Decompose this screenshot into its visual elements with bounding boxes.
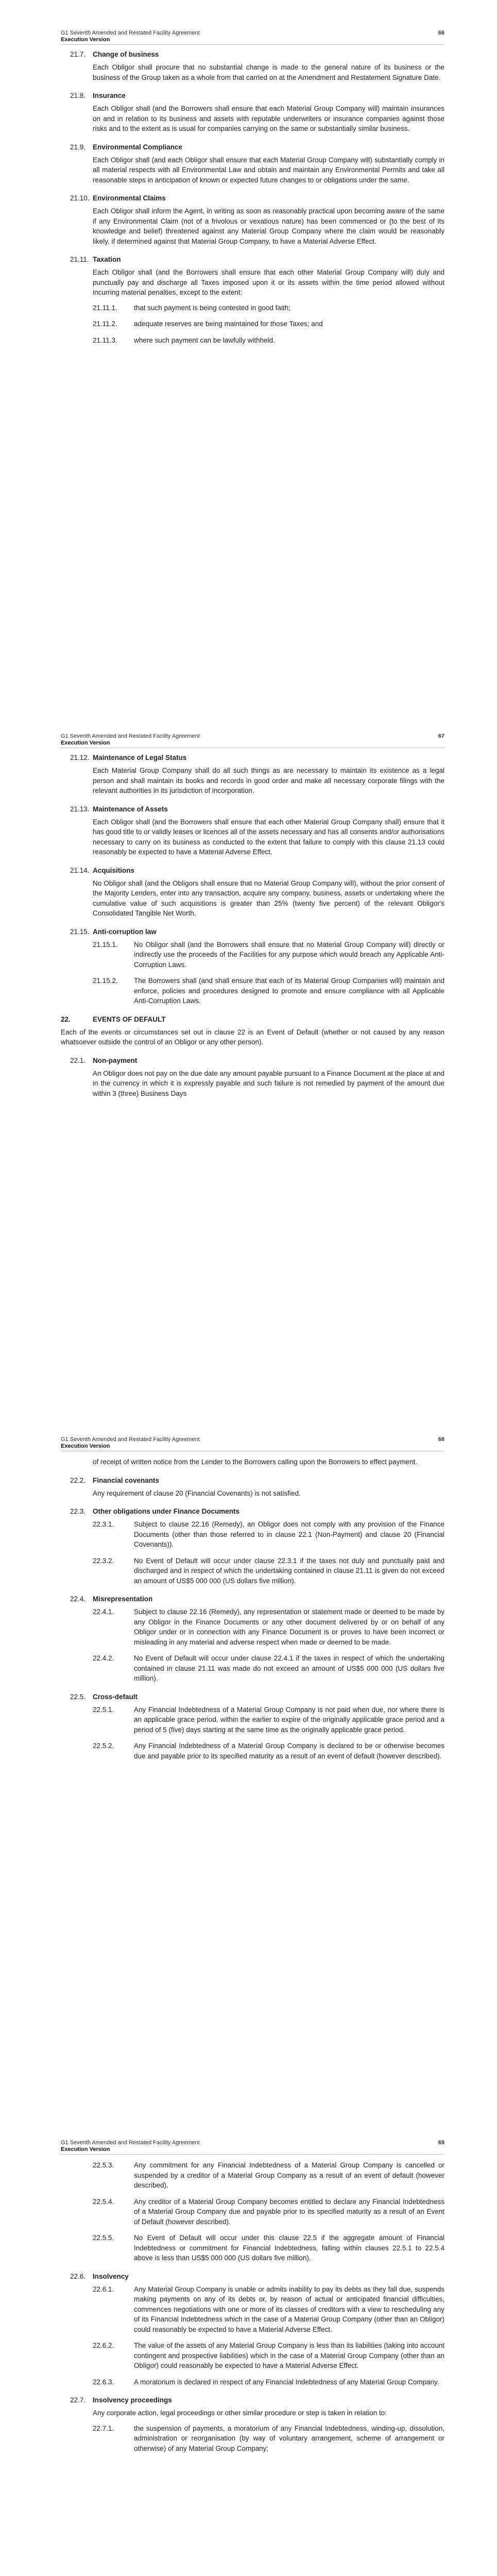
document-title: G1 Seventh Amended and Restated Facility Agreement — [61, 1436, 200, 1443]
document-version: Execution Version — [61, 2146, 110, 2153]
numbered-subclause — [93, 2377, 444, 2387]
clause-title: Environmental Compliance — [93, 143, 183, 151]
subclause-text: Any Material Group Company is unable or admits inability to pay its debts as they fall due, suspends making payments on any of its debts or, by reason of actual or anticipated financial difficulties, commences negotiations with one or more of its classes of creditors with a view to rescheduling any of its Financial Indebtedness which in the case of a Material Group Company (other than an Obligor) could reasonably be expected to have a Material Adverse Effect. — [134, 2285, 444, 2333]
clause-title: EVENTS OF DEFAULT — [93, 1015, 166, 1023]
page-header — [61, 2140, 444, 2153]
subclause-heading — [61, 1507, 444, 1516]
clause-paragraph: No Obligor shall (and the Obligors shall ensure that no Material Group Company will), without the prior consent of the Majority Lenders, enter into any transaction, acquire any company, business, assets or undertaking where the cumulative value of such acquisitions is greater than 25% (twenty five percent) of the relevant Obligor's Consolidated Tangible Net Worth. — [93, 879, 444, 917]
document-version: Execution Version — [61, 740, 110, 746]
subclause-number: 22.3.1. — [93, 1520, 114, 1528]
subclause-text: where such payment can be lawfully withheld. — [134, 336, 275, 344]
page-header — [61, 1436, 444, 1450]
subclause-text: No Event of Default will occur under clause 22.4.1 if the taxes in respect of which the undertaking contained in clause 21.11 was made do not exceed an amount of US$5 000 000 (US dollars five million). — [134, 1654, 444, 1682]
subclause-text: adequate reserves are being maintained for those Taxes; and — [134, 320, 323, 328]
clause-paragraph: Each Obligor shall procure that no substantial change is made to the general nature of its business or the business of the Group taken as a whole from that carried on at the Amendment and Restatement Signature Date. — [93, 63, 444, 81]
clause-number: 21.7. — [70, 50, 86, 58]
subclause-text: A moratorium is declared in respect of any Financial Indebtedness of any Material Group Company. — [134, 2378, 439, 2386]
clause-title: Maintenance of Assets — [93, 805, 168, 813]
subclause-heading — [61, 143, 444, 152]
clause-heading — [61, 1015, 444, 1024]
subclause-number: 21.11.2. — [93, 320, 117, 328]
numbered-subclause — [93, 2341, 444, 2371]
clause-number: 21.13. — [70, 805, 90, 813]
subclause-number: 22.5.4. — [93, 2197, 114, 2206]
subclause-text: Any creditor of a Material Group Company becomes entitled to declare any Financial Indebtedness of a Material Group Company due and payable prior to its specified maturity as a result of an Event of Default (however described). — [134, 2197, 444, 2226]
subclause-number: 22.3.2. — [93, 1556, 114, 1565]
document-page — [0, 0, 497, 703]
subclause-heading — [61, 255, 444, 264]
clause-number: 22. — [61, 1015, 71, 1023]
document-title: G1 Seventh Amended and Restated Facility Agreement — [61, 733, 200, 739]
subclause-number: 22.4.2. — [93, 1654, 114, 1662]
subclause-number: 21.11.1. — [93, 303, 117, 312]
clause-number: 21.8. — [70, 92, 86, 99]
clause-number: 22.1. — [70, 1056, 86, 1064]
subclause-heading — [61, 91, 444, 100]
subclause-heading — [61, 866, 444, 875]
subclause-text: Any Financial Indebtedness of a Material Group Company is declared to be or otherwise becomes due and payable prior to its specified maturity as a result of an event of default (however described). — [134, 1742, 444, 1760]
clause-number: 21.14. — [70, 866, 90, 874]
clause-number: 21.12. — [70, 754, 90, 761]
clause-title: Change of business — [93, 50, 159, 58]
subclause-text: Any Financial Indebtedness of a Material Group Company is not paid when due, nor where there is an applicable grace period, within the earlier to expire of the originally applicable grace period and a period of 5 (five) days starting at the same time as the originally applicable grace period. — [134, 1705, 444, 1734]
clause-paragraph: Each Obligor shall (and the Borrowers shall ensure that each other Material Group Company will) duly and punctually pay and discharge all Taxes imposed upon it or its assets within the time period allowed without incurring material penalties, except to the extent: — [93, 268, 444, 296]
page-content — [61, 1457, 444, 1767]
numbered-subclause — [93, 303, 444, 313]
clause-paragraph: An Obligor does not pay on the due date any amount payable pursuant to a Finance Document at the place at and in the currency in which it is expressly payable and such failure is not remedied by payment of the amount due within 3 (three) Business Days — [93, 1069, 444, 1097]
clause-title: Other obligations under Finance Documents — [93, 1507, 240, 1515]
subclause-text: Any commitment for any Financial Indebtedness of a Material Group Company is cancelled or suspended by a creditor of a Material Group Company as a result of an event of default (however described). — [134, 2161, 444, 2189]
clause-paragraph: Each Obligor shall (and the Borrowers shall ensure that each other Material Group Company shall) ensure that it has good title to or validly leases or licences all of the assets necessary and has all consents and/or authorisations necessary to carry on its business as conducted to the extent that failure to comply with this clause 21.13 could reasonably be expected to have a Material Adverse Effect. — [93, 818, 444, 856]
clause-number: 21.10. — [70, 194, 90, 202]
numbered-subclause — [93, 1519, 444, 1550]
clause-number: 22.5. — [70, 1692, 86, 1701]
clause-title: Environmental Claims — [93, 194, 166, 202]
clause-number: 21.15. — [70, 927, 90, 936]
subclause-text: No Obligor shall (and the Borrowers shall ensure that no Material Group Company will) directly or indirectly use the proceeds of the Facilities for any purpose which would breach any Applicable Anti-Corruption Laws. — [134, 940, 444, 969]
numbered-subclause — [93, 2424, 444, 2454]
subclause-number: 22.6.2. — [93, 2342, 114, 2349]
subclause-number: 22.5.1. — [93, 1705, 114, 1714]
subclause-heading — [61, 2396, 444, 2405]
numbered-subclause — [93, 319, 444, 329]
subclause-heading — [61, 805, 444, 814]
subclause-number: 22.6.1. — [93, 2285, 114, 2293]
clause-paragraph: of receipt of written notice from the Lender to the Borrowers calling upon the Borrowers to effect payment. — [93, 1458, 418, 1466]
clause-paragraph: Each Obligor shall (and each Obligor shall ensure that each Material Group Company will) substantially comply in all material respects with all Environmental Law and obtain and maintain any Environmental Permits and take all reasonable steps in anticipation of known or expected future changes to or obligations under the same. — [93, 156, 444, 184]
clause-number: 21.9. — [70, 143, 86, 151]
clause-title: Insolvency — [93, 2272, 129, 2280]
subclause-number: 21.15.1. — [93, 940, 118, 948]
clause-title: Maintenance of Legal Status — [93, 754, 187, 761]
document-page — [0, 2110, 497, 2576]
subclause-number: 22.4.1. — [93, 1608, 114, 1616]
clause-paragraph: Any requirement of clause 20 (Financial Covenants) is not satisfied. — [93, 1489, 301, 1497]
clause-title: Financial covenants — [93, 1476, 160, 1484]
clause-number: 21.11. — [70, 256, 89, 263]
numbered-subclause — [93, 976, 444, 1006]
subclause-heading — [61, 1476, 444, 1485]
clause-number: 22.2. — [70, 1476, 86, 1484]
clause-paragraph: Each Obligor shall (and the Borrowers shall ensure that each Material Group Company will) maintain insurances on and in relation to its business and assets with reputable underwriters or insurance companies against those risks and to the extent as is usual for companies carrying on the same or substantially similar business. — [93, 105, 444, 132]
subclause-heading — [61, 194, 444, 203]
numbered-subclause — [93, 940, 444, 970]
clause-paragraph: Any corporate action, legal proceedings or other similar procedure or step is taken in relation to: — [93, 2409, 387, 2417]
subclause-heading — [61, 927, 444, 937]
numbered-subclause — [93, 1653, 444, 1684]
subclause-heading — [61, 1595, 444, 1604]
clause-title: Insolvency proceedings — [93, 2396, 172, 2404]
clause-number: 22.6. — [70, 2272, 86, 2280]
document-page — [0, 1406, 497, 2110]
clause-number: 22.7. — [70, 2396, 86, 2404]
subclause-number: 22.5.5. — [93, 2234, 114, 2242]
document-version: Execution Version — [61, 37, 110, 43]
page-content — [61, 41, 444, 351]
subclause-number: 21.11.3. — [93, 336, 117, 344]
page-number: 69 — [438, 2140, 444, 2146]
page-number: 68 — [438, 1436, 444, 1443]
subclause-heading — [61, 50, 444, 59]
subclause-number: 22.6.3. — [93, 2378, 114, 2386]
subclause-number: 21.15.2. — [93, 977, 118, 985]
page-number: 67 — [438, 733, 444, 739]
document-title: G1 Seventh Amended and Restated Facility Agreement — [61, 2140, 200, 2146]
clause-title: Insurance — [93, 92, 126, 99]
numbered-subclause — [93, 335, 444, 346]
subclause-text: that such payment is being contested in good faith; — [134, 303, 290, 312]
page-content — [61, 744, 444, 1104]
clause-paragraph: Each of the events or circumstances set out in clause 22 is an Event of Default (whether or not caused by any reason whatsoever outside the control of an Obligor or any other person). — [61, 1028, 444, 1046]
document-version: Execution Version — [61, 1443, 110, 1449]
subclause-heading — [61, 1692, 444, 1702]
clause-number: 22.4. — [70, 1595, 86, 1603]
subclause-text: The Borrowers shall (and shall ensure that each of its Material Group Companies will) maintain and enforce, policies and procedures designed to promote and ensure compliance with all Applicable Anti-Corruption Laws. — [134, 977, 444, 1005]
subclause-number: 22.7.1. — [93, 2424, 114, 2432]
numbered-subclause — [93, 1607, 444, 1647]
page-number: 66 — [438, 30, 444, 36]
clause-title: Taxation — [93, 256, 121, 263]
document-title: G1 Seventh Amended and Restated Facility Agreement — [61, 30, 200, 36]
subclause-text: Subject to clause 22.16 (Remedy), an Obligor does not comply with any provision of the Finance Documents (other than those referred to in clause 22.1 (Non-Payment) and clause 20 (Financial Covenants)). — [134, 1520, 444, 1548]
subclause-text: the suspension of payments, a moratorium of any Financial Indebtedness, winding-up, dissolution, administration or reorganisation (by way of voluntary arrangement, scheme of arrangement or otherwise) of any Material Group Company; — [134, 2424, 444, 2452]
clause-title: Anti-corruption law — [93, 927, 157, 936]
subclause-number: 22.5.2. — [93, 1742, 114, 1750]
numbered-subclause — [93, 2197, 444, 2227]
clause-paragraph: Each Material Group Company shall do all such things as are necessary to maintain its existence as a legal person and shall maintain its books and records in good order and make all necessary corporate filings with the relevant authorities in its jurisdiction of incorporation. — [93, 767, 444, 794]
clause-title: Cross-default — [93, 1692, 138, 1701]
page-content — [61, 2160, 444, 2460]
subclause-heading — [61, 2272, 444, 2281]
numbered-subclause — [93, 2160, 444, 2191]
clause-title: Non-payment — [93, 1056, 138, 1064]
subclause-text: The value of the assets of any Material Group Company is less than its liabilities (taking into account contingent and prospective liabilities) which in the case of a Material Group Company (other than an Obligor) could reasonably be expected to have a Material Adverse Effect. — [134, 2342, 444, 2369]
clause-number: 22.3. — [70, 1507, 86, 1515]
subclause-text: No Event of Default will occur under this clause 22.5 if the aggregate amount of Financial Indebtedness or commitment for Financial Indebtedness, falling within clauses 22.5.1 to 22.5.4 above is less than US$5 000 000 (US dollars five million). — [134, 2234, 444, 2262]
subclause-heading — [61, 753, 444, 762]
subclause-text: No Event of Default will occur under clause 22.3.1 if the taxes not duly and punctually paid and discharged and in respect of which the undertaking contained in clause 21.11 is given do not exceed an amount of US$5 000 000 (US dollars five million). — [134, 1556, 444, 1585]
clause-title: Misrepresentation — [93, 1595, 153, 1603]
numbered-subclause — [93, 2233, 444, 2263]
numbered-subclause — [93, 2284, 444, 2335]
numbered-subclause — [93, 1556, 444, 1586]
subclause-heading — [61, 1056, 444, 1065]
clause-paragraph: Each Obligor shall inform the Agent, in writing as soon as reasonably practical upon becoming aware of the same if any Environmental Claim (not of a frivolous or vexatious nature) has been commenced or (to the best of its knowledge and belief) threatened against any Material Group Company where the claim would be reasonably likely, if determined against that Material Group Company, to have a Material Adverse Effect. — [93, 207, 444, 245]
subclause-text: Subject to clause 22.16 (Remedy), any representation or statement made or deemed to be made by any Obligor in the Finance Documents or any other document delivered by or on behalf of any Obligor under or in connection with any Finance Document is or proves to have been incorrect or misleading in any material and adverse respect when made or deemed to be made. — [134, 1608, 444, 1646]
header-rule — [61, 2154, 444, 2155]
numbered-subclause — [93, 1741, 444, 1761]
document-page — [0, 703, 497, 1406]
subclause-number: 22.5.3. — [93, 2161, 114, 2169]
clause-title: Acquisitions — [93, 866, 135, 874]
numbered-subclause — [93, 1705, 444, 1735]
